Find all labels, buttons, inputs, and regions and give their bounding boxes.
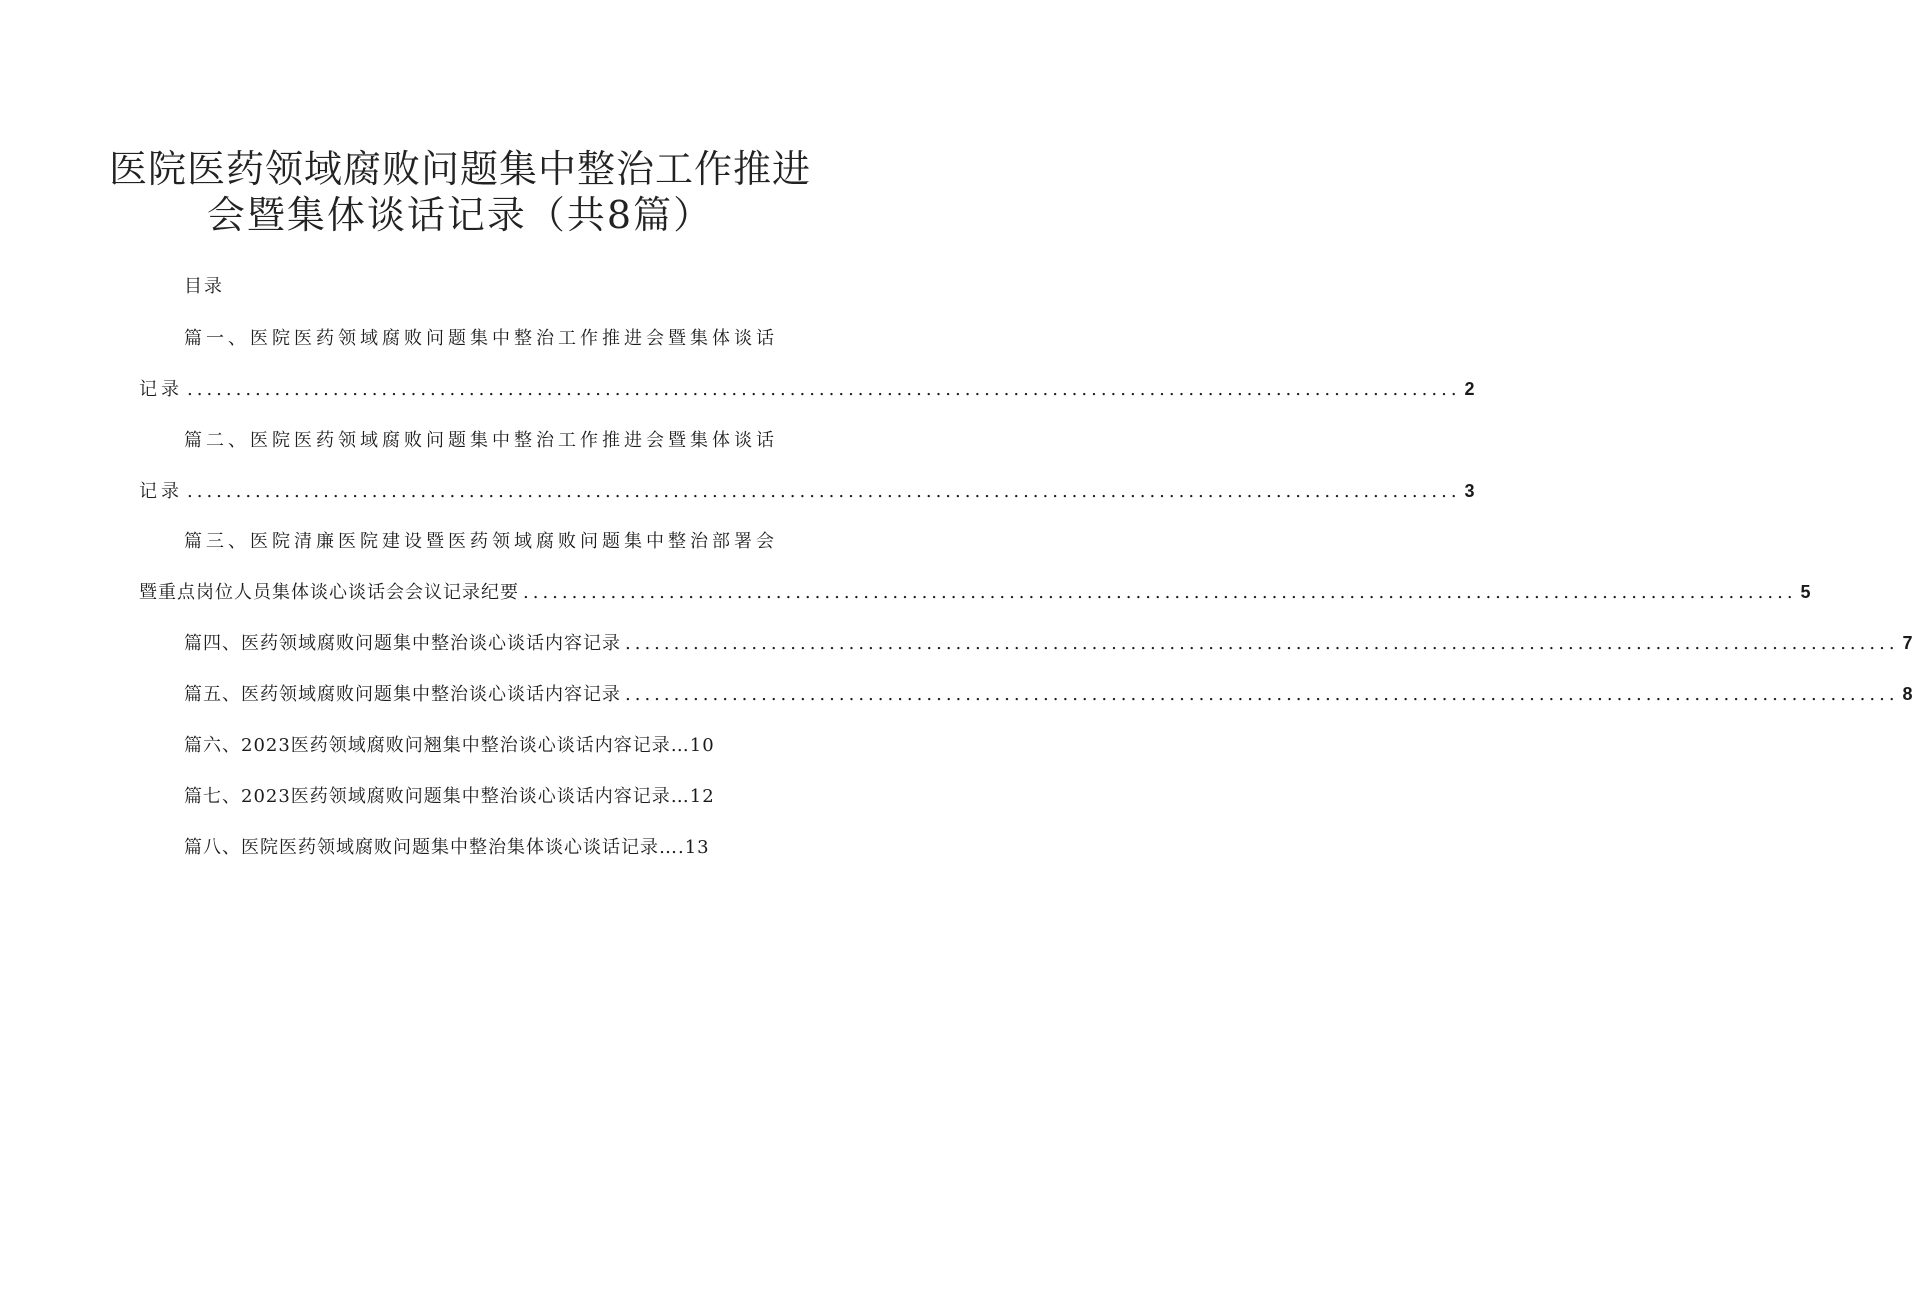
toc-entry-8[interactable] bbox=[184, 833, 710, 859]
toc-heading: 目录 bbox=[184, 276, 224, 297]
toc-entry-7[interactable] bbox=[184, 782, 715, 808]
document-title-line2: 会暨集体谈话记录（共8篇） bbox=[206, 193, 714, 237]
toc-leader-dots: ................................................................................................................................... bbox=[187, 379, 1461, 400]
toc-entry-text: 篇三、医院清廉医院建设暨医药领域腐败问题集中整治部署会 bbox=[184, 531, 778, 552]
toc-entry-text: 篇八、医院医药领域腐败问题集中整治集体谈心谈话记录….13 bbox=[184, 837, 710, 858]
toc-entry-text: 记录 bbox=[139, 379, 183, 400]
toc-entry-text: 记录 bbox=[139, 481, 183, 502]
document-title-line1: 医院医药领域腐败问题集中整治工作推进 bbox=[108, 147, 811, 191]
toc-entry-5[interactable] bbox=[184, 680, 1913, 706]
toc-page-number: 3 bbox=[1464, 481, 1475, 501]
toc-page-number: 2 bbox=[1464, 379, 1475, 399]
toc-leader-dots: ................................................................................................................................... bbox=[523, 582, 1797, 603]
toc-entry-text: 暨重点岗位人员集体谈心谈话会会议记录纪要 bbox=[139, 582, 519, 603]
toc-entry-3-line1[interactable] bbox=[184, 527, 778, 553]
toc-entry-6[interactable] bbox=[184, 731, 715, 757]
toc-entry-3-line2[interactable] bbox=[139, 578, 1811, 604]
toc-page-number: 8 bbox=[1902, 684, 1913, 704]
toc-entry-1-line2[interactable] bbox=[139, 375, 1475, 401]
toc-entry-2-line2[interactable] bbox=[139, 477, 1475, 503]
toc-leader-dots: ................................................................................................................................... bbox=[625, 633, 1899, 654]
toc-entry-2-line1[interactable] bbox=[184, 426, 778, 452]
toc-entry-text: 篇一、医院医药领域腐败问题集中整治工作推进会暨集体谈话 bbox=[184, 328, 778, 349]
toc-page-number: 7 bbox=[1902, 633, 1913, 653]
toc-entry-1-line1[interactable] bbox=[184, 324, 778, 350]
toc-page-number: 5 bbox=[1800, 582, 1811, 602]
toc-entry-text: 篇二、医院医药领域腐败问题集中整治工作推进会暨集体谈话 bbox=[184, 430, 778, 451]
toc-entry-text: 篇七、2023医药领域腐败问题集中整治谈心谈话内容记录…12 bbox=[184, 786, 715, 807]
toc-leader-dots: ................................................................................................................................... bbox=[187, 481, 1461, 502]
toc-entry-text: 篇五、医药领域腐败问题集中整治谈心谈话内容记录 bbox=[184, 684, 621, 705]
toc-entry-text: 篇四、医药领域腐败问题集中整治谈心谈话内容记录 bbox=[184, 633, 621, 654]
toc-entry-4[interactable] bbox=[184, 629, 1913, 655]
toc-leader-dots: ................................................................................................................................... bbox=[625, 684, 1899, 705]
toc-entry-text: 篇六、2023医药领域腐败问翘集中整治谈心谈话内容记录…10 bbox=[184, 735, 715, 756]
